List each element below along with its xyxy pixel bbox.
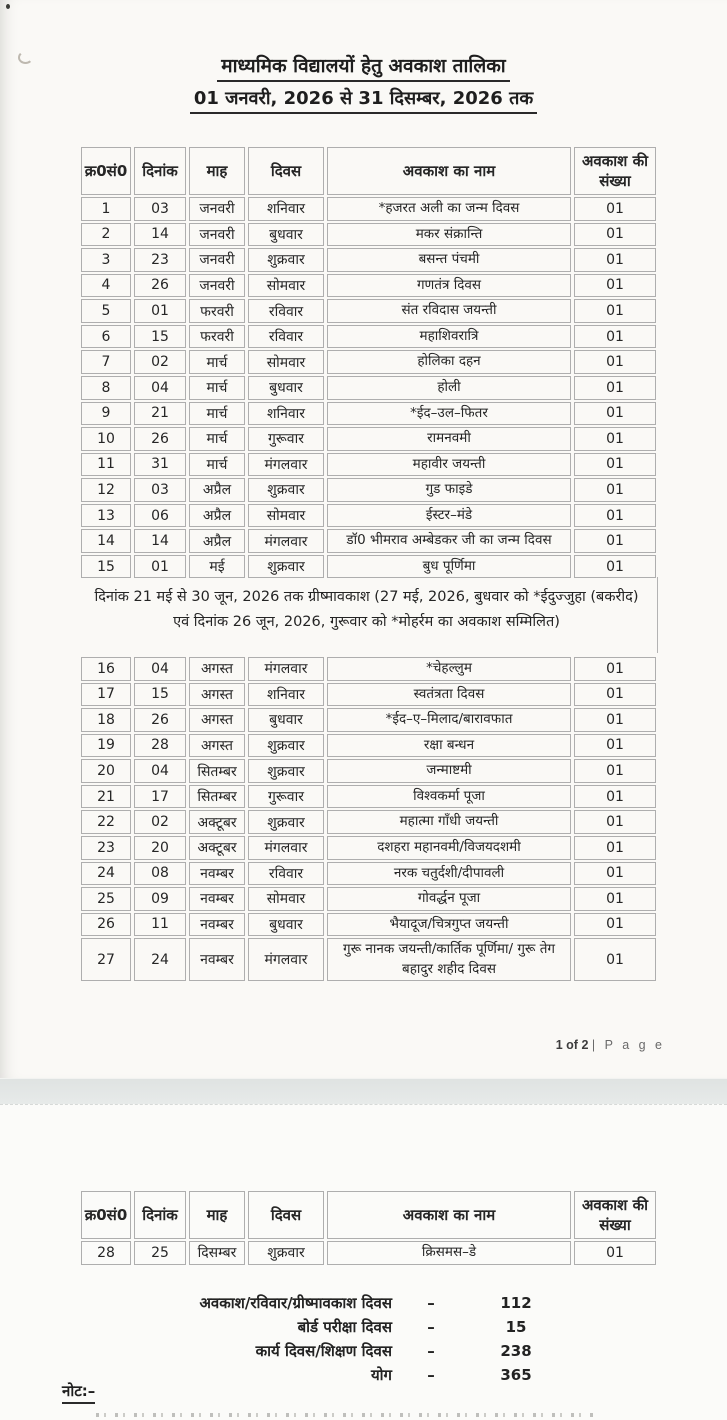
table-cell: 14 [134, 223, 186, 247]
table-cell: 9 [81, 402, 131, 426]
table-cell: 28 [81, 1241, 131, 1265]
table-cell: 01 [574, 734, 656, 758]
table-cell: 01 [574, 376, 656, 400]
table-cell: सोमवार [248, 350, 324, 374]
table-cell: सोमवार [248, 887, 324, 911]
table-cell: 25 [134, 1241, 186, 1265]
table-cell: विश्वकर्मा पूजा [327, 785, 571, 809]
table-cell: जनवरी [189, 274, 245, 298]
col-header-day: दिवस [248, 147, 324, 195]
table-row [81, 299, 656, 323]
page-number: 1 of 2 [555, 1038, 589, 1052]
page-subtitle: 01 जनवरी, 2026 से 31 दिसम्बर, 2026 तक [190, 86, 537, 114]
table-row [81, 657, 656, 681]
table-cell: 14 [81, 529, 131, 553]
table-cell: सोमवार [248, 504, 324, 528]
table-cell: 04 [134, 759, 186, 783]
table-cell: मार्च [189, 402, 245, 426]
holiday-table-page2 [78, 1189, 659, 1267]
table-cell: 03 [134, 197, 186, 221]
table-cell: 11 [134, 913, 186, 937]
table-cell: नवम्बर [189, 938, 245, 981]
table-cell: 26 [81, 913, 131, 937]
table-cell: *ईद–ए–मिलाद/बारावफात [327, 708, 571, 732]
table-cell: 23 [134, 248, 186, 272]
table-cell: 01 [574, 504, 656, 528]
table-cell: 15 [134, 325, 186, 349]
col-header-holiday-name: अवकाश का नाम [327, 147, 571, 195]
table-header-row [81, 1191, 656, 1239]
table-cell: मंगलवार [248, 836, 324, 860]
table-cell: जन्माष्टमी [327, 759, 571, 783]
note-heading: नोट:– [62, 1381, 95, 1404]
table-cell: रविवार [248, 299, 324, 323]
table-cell: बुधवार [248, 223, 324, 247]
table-cell: जनवरी [189, 197, 245, 221]
table-cell: 01 [134, 555, 186, 579]
table-row [81, 274, 656, 298]
table-cell: सितम्बर [189, 785, 245, 809]
table-cell: महात्मा गाँधी जयन्ती [327, 810, 571, 834]
table-cell: शुक्रवार [248, 555, 324, 579]
table-cell: मकर संक्रान्ति [327, 223, 571, 247]
table-cell: 01 [574, 325, 656, 349]
table-row [81, 810, 656, 834]
table-cell: गुरूवार [248, 427, 324, 451]
table-cell: नवम्बर [189, 887, 245, 911]
table-cell: 01 [574, 683, 656, 707]
table-cell: – [427, 1342, 435, 1360]
table-cell: *ईद–उल–फितर [327, 402, 571, 426]
table-cell: शुक्रवार [248, 759, 324, 783]
table-row [58, 1363, 562, 1387]
table-cell: – [427, 1318, 435, 1336]
table-cell: अगस्त [189, 657, 245, 681]
table-cell: 23 [81, 836, 131, 860]
table-cell: सोमवार [248, 274, 324, 298]
table-cell: *हजरत अली का जन्म दिवस [327, 197, 571, 221]
table-cell: अवकाश/रविवार/ग्रीष्मावकाश दिवस [199, 1294, 392, 1312]
table-row [81, 504, 656, 528]
table-cell: 01 [574, 785, 656, 809]
table-row [81, 555, 656, 579]
summer-vacation-note: दिनांक 21 मई से 30 जून, 2026 तक ग्रीष्मावकाश (27 मई, 2026, बुधवार को *ईदुज्जुहा (बकरीद) एवं दिनांक 26 जून, 2026, गुरूवार को *मोहर्रम का अवकाश सम्मिलित) [80, 577, 658, 653]
table-cell: 20 [81, 759, 131, 783]
table-cell: 01 [574, 402, 656, 426]
table-cell: 01 [574, 836, 656, 860]
table-cell: डॉ0 भीमराव अम्बेडकर जी का जन्म दिवस [327, 529, 571, 553]
table-cell: रविवार [248, 325, 324, 349]
table-cell: शनिवार [248, 402, 324, 426]
table-cell: 01 [574, 657, 656, 681]
table-cell: 27 [81, 938, 131, 981]
table-cell: शुक्रवार [248, 1241, 324, 1265]
table-cell: 08 [134, 862, 186, 886]
table-cell: 365 [500, 1366, 532, 1384]
table-cell: होलिका दहन [327, 350, 571, 374]
table-cell: अक्टूबर [189, 836, 245, 860]
table-row [81, 734, 656, 758]
table-cell: 01 [574, 913, 656, 937]
table-cell: 26 [134, 427, 186, 451]
table-cell: 01 [574, 887, 656, 911]
table-cell: बुधवार [248, 708, 324, 732]
table-cell: नवम्बर [189, 862, 245, 886]
page-divider [0, 1078, 727, 1104]
page-footer-label: | P a g e [591, 1038, 665, 1052]
table-cell: स्वतंत्रता दिवस [327, 683, 571, 707]
table-row [81, 197, 656, 221]
table-cell: 03 [134, 478, 186, 502]
table-cell: 01 [574, 555, 656, 579]
table-cell: 01 [574, 453, 656, 477]
table-cell: मंगलवार [248, 938, 324, 981]
page-footer [0, 1038, 665, 1052]
table-cell: अप्रैल [189, 529, 245, 553]
table-row [81, 938, 656, 981]
table-cell: सितम्बर [189, 759, 245, 783]
table-cell: मंगलवार [248, 657, 324, 681]
table-cell: 02 [134, 350, 186, 374]
table-cell: शुक्रवार [248, 478, 324, 502]
table-row [81, 248, 656, 272]
page-title: माध्यमिक विद्यालयों हेतु अवकाश तालिका [217, 52, 509, 82]
table-cell: 01 [574, 708, 656, 732]
table-cell: शनिवार [248, 197, 324, 221]
holiday-table-part2 [78, 655, 659, 983]
table-cell: दशहरा महानवमी/विजयदशमी [327, 836, 571, 860]
table-cell: महावीर जयन्ती [327, 453, 571, 477]
table-cell: जनवरी [189, 248, 245, 272]
table-cell: 15 [134, 683, 186, 707]
table-cell: 01 [574, 478, 656, 502]
table-row [81, 350, 656, 374]
page-2 [0, 1104, 727, 1420]
table-cell: होली [327, 376, 571, 400]
col-header-date: दिनांक [134, 147, 186, 195]
table-cell: 4 [81, 274, 131, 298]
table-cell: रक्षा बन्धन [327, 734, 571, 758]
table-cell: 01 [574, 248, 656, 272]
table-row [81, 427, 656, 451]
table-cell: 21 [81, 785, 131, 809]
table-cell: 16 [81, 657, 131, 681]
table-cell: 01 [574, 862, 656, 886]
day-count-summary [58, 1291, 562, 1387]
table-cell: मई [189, 555, 245, 579]
table-cell: मंगलवार [248, 529, 324, 553]
table-cell: 8 [81, 376, 131, 400]
table-cell: 20 [134, 836, 186, 860]
table-cell: 7 [81, 350, 131, 374]
table-cell: 06 [134, 504, 186, 528]
table-cell: 26 [134, 274, 186, 298]
table-cell: 11 [81, 453, 131, 477]
table-cell: ईस्टर–मंडे [327, 504, 571, 528]
table-cell: 3 [81, 248, 131, 272]
col-header-serial: क्र0सं0 [81, 147, 131, 195]
table-cell: गणतंत्र दिवस [327, 274, 571, 298]
scan-artifact [6, 4, 10, 9]
table-cell: 01 [574, 223, 656, 247]
table-cell: महाशिवरात्रि [327, 325, 571, 349]
table-cell: 17 [134, 785, 186, 809]
table-cell: 01 [574, 759, 656, 783]
table-cell: 13 [81, 504, 131, 528]
table-cell: मार्च [189, 350, 245, 374]
table-cell: 01 [574, 197, 656, 221]
table-cell: बसन्त पंचमी [327, 248, 571, 272]
table-cell: 12 [81, 478, 131, 502]
table-row [81, 223, 656, 247]
table-cell: रामनवमी [327, 427, 571, 451]
table-cell: मंगलवार [248, 453, 324, 477]
table-cell: अक्टूबर [189, 810, 245, 834]
table-cell: गुरूवार [248, 785, 324, 809]
holiday-table-part1 [78, 145, 659, 580]
table-cell: मार्च [189, 376, 245, 400]
table-row [81, 478, 656, 502]
table-cell: 04 [134, 376, 186, 400]
table-cell: शुक्रवार [248, 734, 324, 758]
table-row [81, 913, 656, 937]
table-cell: शनिवार [248, 683, 324, 707]
table-cell: 5 [81, 299, 131, 323]
table-cell: 17 [81, 683, 131, 707]
table-row [81, 453, 656, 477]
table-cell: 24 [134, 938, 186, 981]
table-row [81, 376, 656, 400]
table-cell: मार्च [189, 453, 245, 477]
table-cell: 28 [134, 734, 186, 758]
table-cell: बोर्ड परीक्षा दिवस [297, 1318, 392, 1336]
table-cell: 15 [81, 555, 131, 579]
clipped-text-line [96, 1413, 596, 1417]
table-cell: मार्च [189, 427, 245, 451]
table-cell: नरक चतुर्दशी/दीपावली [327, 862, 571, 886]
table-cell: गोवर्द्धन पूजा [327, 887, 571, 911]
table-cell: नवम्बर [189, 913, 245, 937]
col-header-holiday-count: अवकाश की संख्या [574, 1191, 656, 1239]
table-cell: 26 [134, 708, 186, 732]
table-cell: 18 [81, 708, 131, 732]
table-cell: दिसम्बर [189, 1241, 245, 1265]
table-cell: अप्रैल [189, 504, 245, 528]
table-row [81, 708, 656, 732]
table-cell: 2 [81, 223, 131, 247]
table-cell: 01 [574, 1241, 656, 1265]
table-cell: 04 [134, 657, 186, 681]
table-cell: गुरू नानक जयन्ती/कार्तिक पूर्णिमा/ गुरू तेग बहादुर शहीद दिवस [327, 938, 571, 981]
table-cell: 01 [134, 299, 186, 323]
table-cell: 10 [81, 427, 131, 451]
table-cell: अगस्त [189, 708, 245, 732]
table-cell: गुड फाइडे [327, 478, 571, 502]
table-cell: 01 [574, 299, 656, 323]
table-cell: 02 [134, 810, 186, 834]
table-cell: 01 [574, 529, 656, 553]
table-row [81, 402, 656, 426]
table-cell: अप्रैल [189, 478, 245, 502]
table-cell: *चेहल्लुम [327, 657, 571, 681]
table-cell: शुक्रवार [248, 248, 324, 272]
table-cell: 19 [81, 734, 131, 758]
table-cell: भैयादूज/चित्रगुप्त जयन्ती [327, 913, 571, 937]
table-cell: अगस्त [189, 683, 245, 707]
table-cell: – [427, 1294, 435, 1312]
table-row [81, 862, 656, 886]
table-row [81, 887, 656, 911]
table-cell: 25 [81, 887, 131, 911]
table-cell: 1 [81, 197, 131, 221]
title-block [0, 52, 727, 114]
table-cell: 15 [505, 1318, 527, 1336]
table-row [81, 529, 656, 553]
table-cell: 24 [81, 862, 131, 886]
table-cell: 01 [574, 350, 656, 374]
table-cell: 01 [574, 274, 656, 298]
table-cell: क्रिसमस–डे [327, 1241, 571, 1265]
table-cell: 22 [81, 810, 131, 834]
table-row [81, 325, 656, 349]
table-header-row [81, 147, 656, 195]
table-cell: 14 [134, 529, 186, 553]
table-cell: – [427, 1366, 435, 1384]
table-cell: 01 [574, 427, 656, 451]
table-row [58, 1315, 562, 1339]
table-cell: 09 [134, 887, 186, 911]
table-cell: 01 [574, 938, 656, 981]
table-cell: 31 [134, 453, 186, 477]
col-header-month: माह [189, 147, 245, 195]
table-cell: जनवरी [189, 223, 245, 247]
table-cell: 21 [134, 402, 186, 426]
col-header-month: माह [189, 1191, 245, 1239]
table-row [81, 759, 656, 783]
table-cell: कार्य दिवस/शिक्षण दिवस [255, 1342, 392, 1360]
table-cell: शुक्रवार [248, 810, 324, 834]
col-header-date: दिनांक [134, 1191, 186, 1239]
table-row [58, 1291, 562, 1315]
col-header-serial: क्र0सं0 [81, 1191, 131, 1239]
table-cell: 6 [81, 325, 131, 349]
table-cell: बुध पूर्णिमा [327, 555, 571, 579]
table-cell: 238 [500, 1342, 532, 1360]
table-cell: संत रविदास जयन्ती [327, 299, 571, 323]
table-cell: 112 [500, 1294, 532, 1312]
col-header-holiday-count: अवकाश की संख्या [574, 147, 656, 195]
table-cell: 01 [574, 810, 656, 834]
table-cell: योग [370, 1366, 392, 1384]
col-header-day: दिवस [248, 1191, 324, 1239]
table-cell: बुधवार [248, 913, 324, 937]
table-row [58, 1339, 562, 1363]
col-header-holiday-name: अवकाश का नाम [327, 1191, 571, 1239]
table-row [81, 1241, 656, 1265]
table-row [81, 785, 656, 809]
table-row [81, 836, 656, 860]
table-cell: बुधवार [248, 376, 324, 400]
table-cell: अगस्त [189, 734, 245, 758]
table-row [81, 683, 656, 707]
table-cell: रविवार [248, 862, 324, 886]
table-cell: फरवरी [189, 299, 245, 323]
table-cell: फरवरी [189, 325, 245, 349]
